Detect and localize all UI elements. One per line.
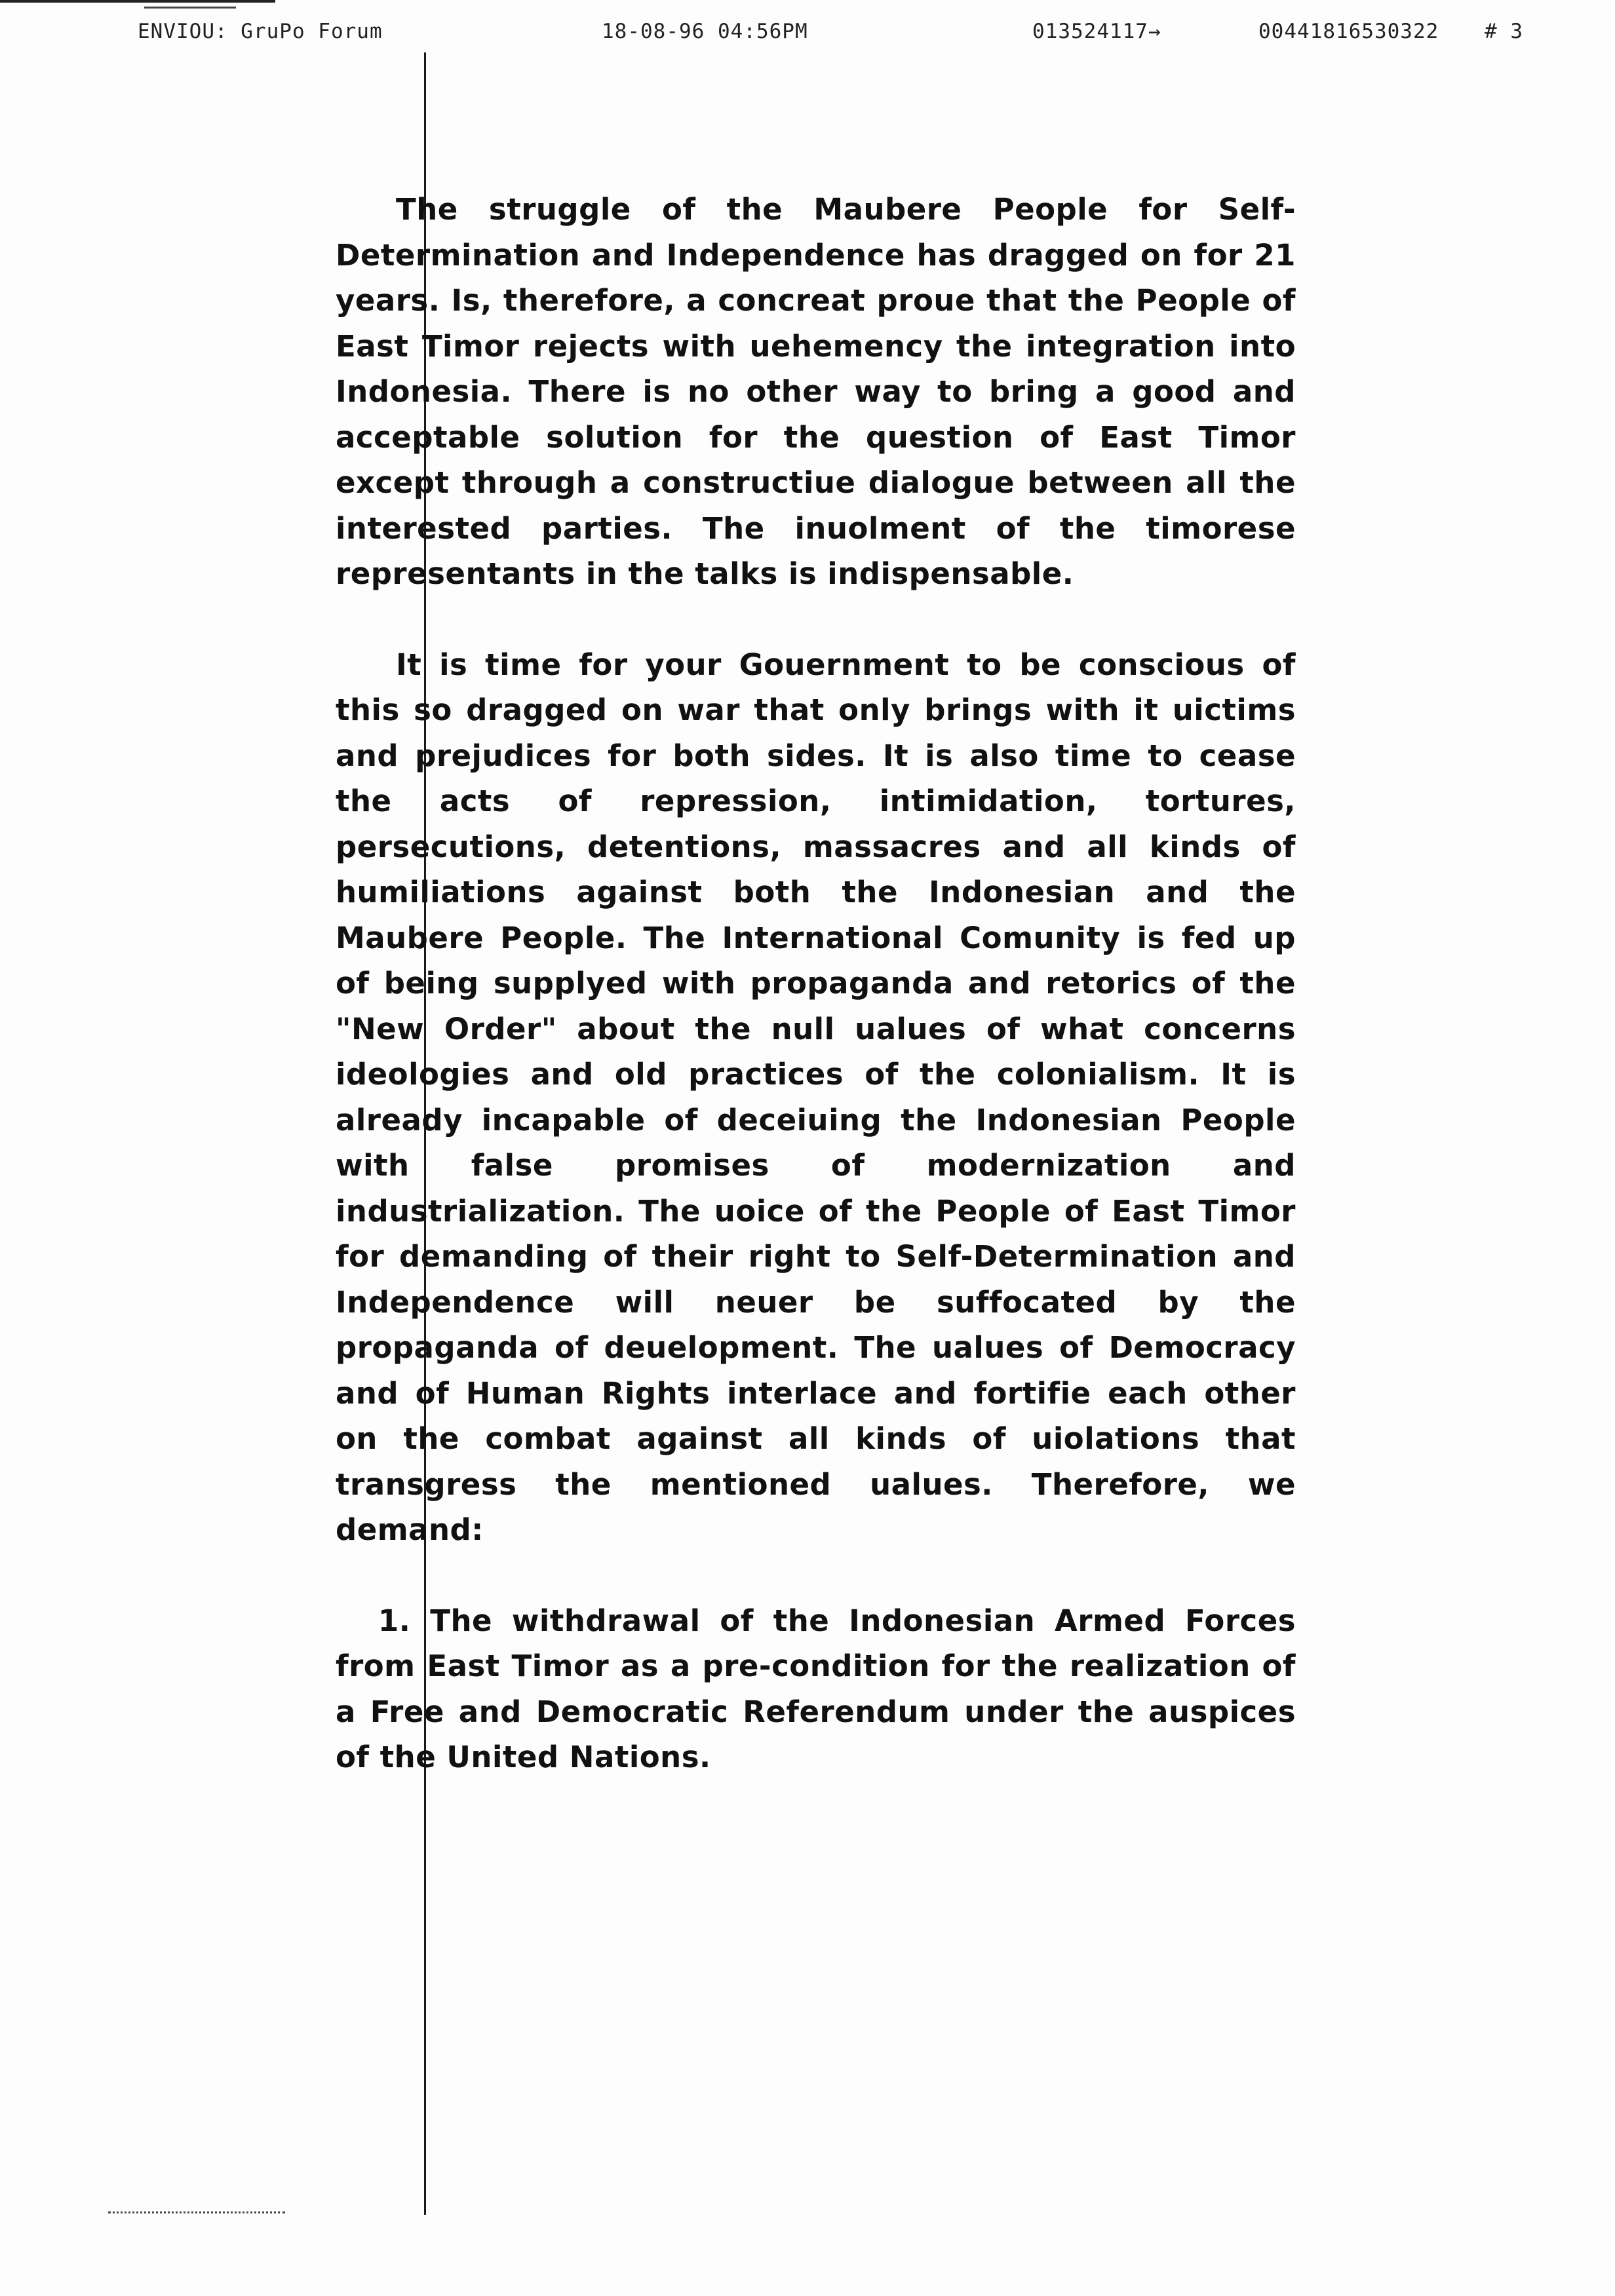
fax-edge-mark-top xyxy=(0,0,275,3)
fax-header-sender: ENVIOU: GruPo Forum xyxy=(138,20,383,43)
fax-header xyxy=(0,20,1615,52)
paragraph-government-appeal: It is time for your Gouernment to be conscious of this so dragged on war that only brings with it uictims and prejudices for both sides. It is also time to cease the acts of repression, intimidation, tortures, persecutions, detentions, massacres and all kinds of humiliations against both the Indonesian and the Maubere People. The International Comunity is fed up of being supplyed with propaganda and retorics of the "New Order" about the null ualues of what concerns ideologies and old practices of the colonialism. It is already incapable of deceiuing the Indonesian People with false promises of modernization and industrialization. The uoice of the People of East Timor for demanding of their right to Self-Determination and Independence will neuer be suffocated by the propaganda of deuelopment. The ualues of Democracy and of Human Rights interlace and fortifie each other on the combat against all kinds of uiolations that transgress the mentioned ualues. Therefore, we demand: xyxy=(336,647,1296,1547)
fax-header-datetime: 18-08-96 04:56PM xyxy=(602,20,808,43)
fax-header-page-number: # 3 xyxy=(1485,20,1523,43)
fax-edge-mark-bottom xyxy=(108,2211,285,2215)
fax-header-to-number: 00441816530322 xyxy=(1258,20,1439,43)
demand-item-1: 1. The withdrawal of the Indonesian Armed Forces from East Timor as a pre-condition for the realization of a Free and Democratic Referendum under the auspices of the United Nations. xyxy=(336,1603,1296,1774)
fax-header-from-number: 013524117→ xyxy=(1032,20,1161,43)
fax-edge-mark-top-short xyxy=(144,7,236,9)
letter-body xyxy=(336,187,1296,1780)
paragraph-self-determination: The struggle of the Maubere People for Self-Determination and Independence has dragged on for 21 years. Is, therefore, a concreat proue that the People of East Timor rejects with uehemency the integration into Indonesia. There is no other way to bring a good and acceptable solution for the question of East Timor except through a constructiue dialogue between all the interested parties. The inuolment of the timorese representants in the talks is indispensable. xyxy=(336,192,1296,591)
